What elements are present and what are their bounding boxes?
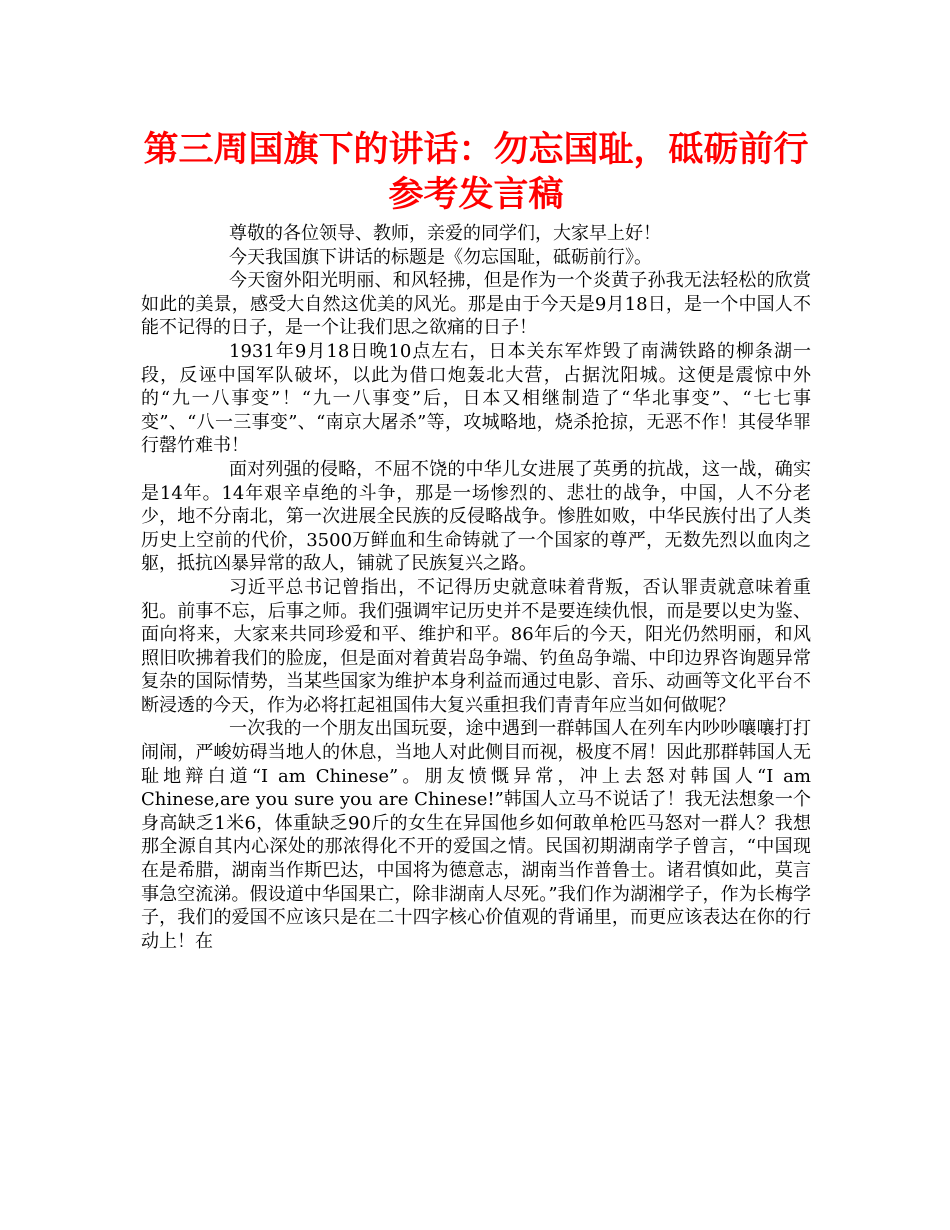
paragraph-intro: 今天窗外阳光明丽、和风轻拂，但是作为一个炎黄子孙我无法轻松的欣赏如此的美景，感受大自然这优美的风光。那是由于今天是9月18日，是一个中国人不能不记得的日子，是一个让我们思之欲痛的日子！ [141,270,811,339]
paragraph-topic: 今天我国旗下讲话的标题是《勿忘国耻，砥砺前行》。 [229,246,652,268]
paragraph-resistance: 面对列强的侵略，不屈不饶的中华儿女进展了英勇的抗战，这一战，确实是14年。14年艰辛卓绝的斗争，那是一场惨烈的、悲壮的战争，中国，人不分老少，地不分南北，第一次进展全民族的反侵略战争。惨胜如败，中华民族付出了人类历史上空前的代价，3500万鲜血和生命铸就了一个国家的尊严，无数先烈以血肉之躯，抵抗凶暴异常的敌人，铺就了民族复兴之路。 [141,458,811,575]
paragraph-greeting: 尊敬的各位领导、教师，亲爱的同学们，大家早上好！ [229,223,661,244]
paragraph-story: 一次我的一个朋友出国玩耍，途中遇到一群韩国人在列车内吵吵嚷嚷打打闹闹，严峻妨碍当地人的休息，当地人对此侧目而视，极度不屑！因此那群韩国人无耻地辩白道“I am Chinese”。朋友愤慨异常，冲上去怒对韩国人“I am Chinese,are you sure you are Chinese!”韩国人立马不说话了！我无法想象一个身高缺乏1米6，体重缺乏90斤的女生在异国他乡如何敢单枪匹马怒对一群人？我想那全源自其内心深处的那浓得化不开的爱国之情。民国初期湖南学子曾言，“中国现在是希腊，湖南当作斯巴达，中国将为德意志，湖南当作普鲁士。诸君慎如此，莫言事急空流涕。假设道中华国果亡，除非湖南人尽死。”我们作为湖湘学子，作为长梅学子，我们的爱国不应该只是在二十四字核心价值观的背诵里，而更应该表达在你的行动上！在 [141,718,811,952]
document-page [141,128,811,953]
paragraph-history: 1931年9月18日晚10点左右，日本关东军炸毁了南满铁路的柳条湖一段，反诬中国军队破坏，以此为借口炮轰北大营，占据沈阳城。这便是震惊中外的“九一八事变”！“九一八事变”后，日本又相继制造了“华北事变”、“七七事变”、“八一三事变”、“南京大屠杀”等，攻城略地，烧杀抢掠，无恶不作！其侵华罪行罄竹难书！ [141,340,811,457]
document-title: 第三周国旗下的讲话：勿忘国耻，砥砺前行参考发言稿 [143,130,809,215]
paragraph-remember: 习近平总书记曾指出，不记得历史就意味着背叛，否认罪责就意味着重犯。前事不忘，后事之师。我们强调牢记历史并不是要连续仇恨，而是要以史为鉴、面向将来，大家来共同珍爱和平、维护和平。86年后的今天，阳光仍然明丽，和风照旧吹拂着我们的脸庞，但是面对着黄岩岛争端、钓鱼岛争端、中印边界咨询题异常复杂的国际情势，当某些国家为维护本身利益而通过电影、音乐、动画等文化平台不断浸透的今天，作为必将扛起祖国伟大复兴重担我们青青年应当如何做呢？ [141,576,811,716]
